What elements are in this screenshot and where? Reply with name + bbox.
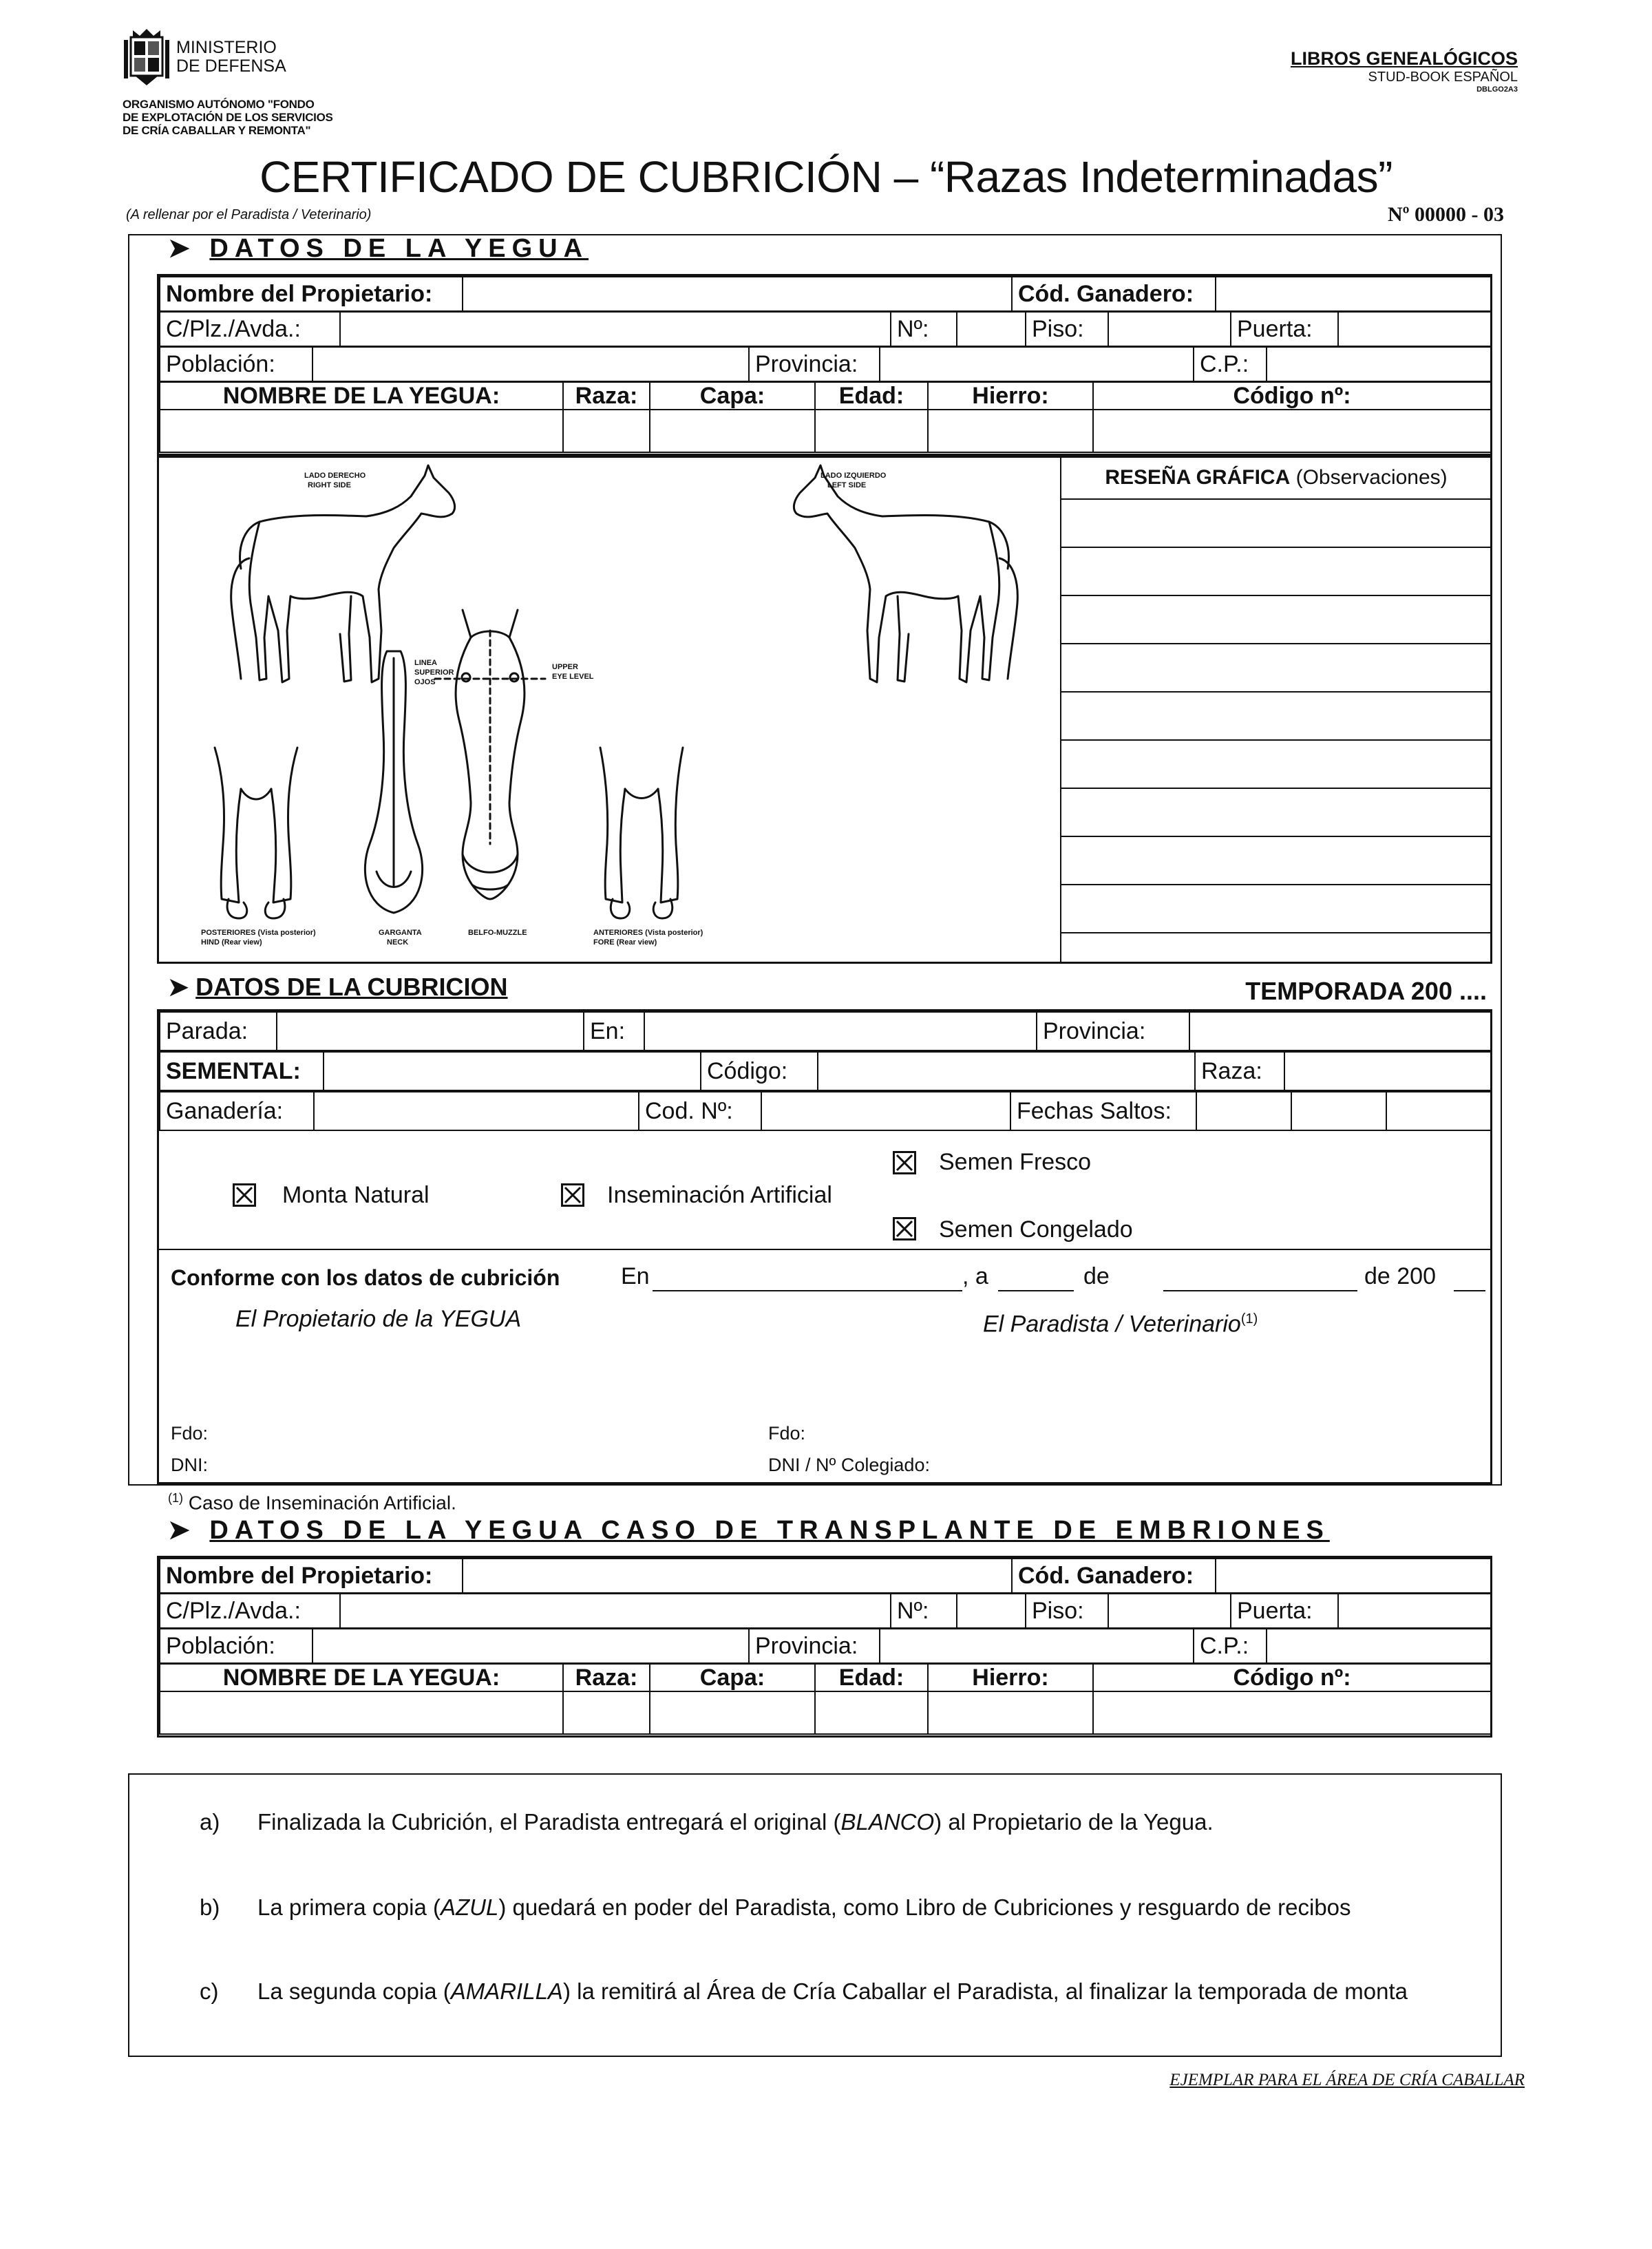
embryo-age-field[interactable] [815,1691,928,1734]
instruction-text: Finalizada la Cubrición, el Paradista entregará el original (BLANCO) al Propietario de la Yegua. [257,1809,1214,1835]
stallion-breed-label: Raza: [1195,1052,1284,1090]
embryo-door-label: Puerta: [1231,1594,1338,1628]
fresh-semen-label: Semen Fresco [939,1149,1092,1175]
owner-signature-title: El Propietario de la YEGUA [235,1306,522,1332]
breeder-code-field[interactable] [1216,277,1491,311]
embryo-town-label: Población: [160,1629,313,1663]
in-field[interactable] [644,1012,1037,1050]
vet-signature-title [983,1305,1258,1338]
mare-detail-table [159,381,1492,453]
year-prefix: de 200 [1364,1263,1436,1289]
org-line1: ORGANISMO AUTÓNOMO "FONDO [123,98,315,111]
hind-legs-icon [215,748,297,918]
frozen-semen-checkbox[interactable] [893,1217,916,1240]
zip-field[interactable] [1267,347,1491,381]
owner-signed-label: Fdo: [171,1423,209,1444]
fill-note: (A rellenar por el Paradista / Veterinario) [126,207,372,222]
place-line[interactable] [653,1290,962,1291]
document-number: Nº 00000 - 03 [1387,203,1504,226]
embryo-heading: ➤ DATOS DE LA YEGUA CASO DE TRANSPLANTE DE EMBRIONES [168,1516,1330,1545]
ministry-name [176,39,286,76]
natural-mating-label: Monta Natural [282,1182,430,1208]
code-label: Código nº: [1093,382,1491,410]
org-line2: DE EXPLOTACIÓN DE LOS SERVICIOS [123,111,333,124]
embryo-mare-name-label: NOMBRE DE LA YEGUA: [160,1664,563,1691]
studbook-block [1291,48,1518,94]
obs-line [1061,643,1491,644]
month-prefix: de [1083,1263,1110,1289]
embryo-province-label: Provincia: [749,1629,880,1663]
page-title: CERTIFICADO DE CUBRICIÓN – “Razas Indeterminadas” [260,152,1392,202]
instruction-mark: b) [200,1894,220,1920]
embryo-brand-field[interactable] [928,1691,1093,1734]
embryo-province-field[interactable] [880,1629,1194,1663]
muzzle-label: BELFO-MUZZLE [468,929,527,937]
fore-legs-icon [600,748,683,918]
floor-label: Piso: [1026,312,1108,346]
ministry-line1: MINISTERIO [176,38,277,57]
covering-row3 [159,1091,1492,1131]
checked-x-icon [895,1153,914,1172]
obs-line [1061,691,1491,693]
footnote-text: Caso de Inseminación Artificial. [188,1492,456,1514]
obs-line [1061,739,1491,741]
embryo-zip-field[interactable] [1267,1629,1491,1663]
vet-signature-text: El Paradista / Veterinario [983,1311,1241,1338]
horse-marking-diagram [160,458,1057,961]
instruction-mark: a) [200,1809,220,1835]
vet-signed-label: Fdo: [768,1423,806,1444]
stallion-code-label: Código: [701,1052,818,1090]
season-label: TEMPORADA 200 .... [1245,977,1487,1005]
owner-field[interactable] [463,277,1012,311]
stud-field[interactable] [277,1012,584,1050]
footnote-mark: (1) [168,1491,183,1505]
cod-no-field[interactable] [761,1092,1010,1130]
mare-address-table [159,311,1492,347]
footnote [168,1484,456,1517]
instruction-text: La segunda copia (AMARILLA) la remitirá al Área de Cría Caballar el Paradista, al finalizar la temporada de monta [257,1978,1408,2004]
embryo-breeder-code-field[interactable] [1216,1559,1491,1593]
embryo-brand-label: Hierro: [928,1664,1093,1691]
stallion-breed-field[interactable] [1284,1052,1491,1090]
age-label: Edad: [815,382,928,410]
checked-x-icon [895,1219,914,1238]
day-prefix: , a [962,1263,988,1289]
mare-name-field[interactable] [160,410,563,452]
embryo-code-field[interactable] [1093,1691,1491,1734]
month-line[interactable] [1163,1290,1357,1291]
jump-date-field[interactable] [1196,1092,1291,1130]
age-field[interactable] [815,410,928,452]
year-line[interactable] [1454,1290,1485,1291]
embryo-town-field[interactable] [313,1629,749,1663]
owner-id-label: DNI: [171,1455,208,1475]
cod-no-label: Cod. Nº: [639,1092,761,1130]
vet-id-label: DNI / Nº Colegiado: [768,1455,930,1475]
town-field[interactable] [313,347,749,381]
embryo-floor-field[interactable] [1108,1594,1231,1628]
jump-date-field[interactable] [1386,1092,1491,1130]
organism-name [123,98,333,137]
floor-field[interactable] [1108,312,1231,346]
mare-name-label: NOMBRE DE LA YEGUA: [160,382,563,410]
upper-eye-label: UPPER EYE LEVEL [552,663,594,681]
graphic-review-obs: (Observaciones) [1295,466,1448,489]
stud-label: Parada: [160,1012,277,1050]
embryo-owner-table [159,1558,1492,1594]
door-label: Puerta: [1231,312,1338,346]
street-field[interactable] [340,312,891,346]
day-line[interactable] [998,1290,1074,1291]
neck-label: GARGANTA NECK [379,929,422,947]
street-label: C/Plz./Avda.: [160,312,340,346]
obs-line [1061,788,1491,789]
ranch-label: Ganadería: [160,1092,314,1130]
artificial-insemination-label: Inseminación Artificial [607,1182,832,1208]
embryo-breeder-code-label: Cód. Ganadero: [1012,1559,1216,1593]
right-side-label: LADO DERECHO RIGHT SIDE [304,472,366,489]
embryo-code-label: Código nº: [1093,1664,1491,1691]
embryo-coat-field[interactable] [650,1691,815,1734]
obs-line [1061,932,1491,933]
embryo-breed-label: Raza: [563,1664,650,1691]
brand-label: Hierro: [928,382,1093,410]
covering-row2 [159,1051,1492,1091]
checked-x-icon [235,1185,254,1205]
brand-field[interactable] [928,410,1093,452]
embryo-street-field[interactable] [340,1594,891,1628]
obs-line [1061,498,1491,500]
diagram-divider [1060,456,1061,964]
eye-line-label: LINEA SUPERIOR OJOS [414,659,454,686]
coat-field[interactable] [650,410,815,452]
embryo-zip-label: C.P.: [1194,1629,1267,1663]
checked-x-icon [563,1185,582,1205]
frozen-semen-label: Semen Congelado [939,1216,1133,1243]
left-side-label: LADO IZQUIERDO LEFT SIDE [820,472,887,489]
coat-of-arms-icon [123,28,171,88]
instruction-text: La primera copia (AZUL) quedará en poder del Paradista, como Libro de Cubriciones y resguardo de recibos [257,1894,1351,1920]
door-field[interactable] [1338,312,1491,346]
embryo-coat-label: Capa: [650,1664,815,1691]
neck-icon [365,651,422,913]
embryo-town-table [159,1628,1492,1664]
org-line3: DE CRÍA CABALLAR Y REMONTA" [123,124,311,137]
jump-dates-label: Fechas Saltos: [1010,1092,1196,1130]
embryo-door-field[interactable] [1338,1594,1491,1628]
obs-line [1061,836,1491,837]
number-label: Nº: [891,312,957,346]
vet-footnote-mark: (1) [1240,1311,1258,1327]
instruction-mark: c) [200,1978,219,2004]
code-field[interactable] [1093,410,1491,452]
breeder-code-label: Cód. Ganadero: [1012,277,1216,311]
covering-province-label: Provincia: [1037,1012,1189,1050]
mare-owner-table [159,276,1492,312]
embryo-street-label: C/Plz./Avda.: [160,1594,340,1628]
embryo-owner-field[interactable] [463,1559,1012,1593]
embryo-number-field[interactable] [957,1594,1026,1628]
copy-destination: EJEMPLAR PARA EL ÁREA DE CRÍA CABALLAR [1169,2071,1525,2089]
covering-row1 [159,1011,1492,1051]
breed-field[interactable] [563,410,650,452]
graphic-review-title [1060,464,1492,492]
jump-date-field[interactable] [1291,1092,1386,1130]
horse-left-side-icon [794,465,1017,682]
horse-right-side-icon [231,465,455,682]
province-field[interactable] [880,347,1194,381]
mare-town-table [159,346,1492,382]
place-prefix: En [621,1263,650,1289]
fresh-semen-checkbox[interactable] [893,1151,916,1174]
breed-label: Raza: [563,382,650,410]
embryo-detail-table [159,1663,1492,1735]
artificial-insemination-checkbox[interactable] [561,1183,584,1207]
natural-mating-checkbox[interactable] [233,1183,256,1207]
embryo-breed-field[interactable] [563,1691,650,1734]
zip-label: C.P.: [1194,347,1267,381]
obs-line [1061,595,1491,596]
form-code: DBLGO2A3 [1476,85,1518,94]
fore-label: ANTERIORES (Vista posterior) FORE (Rear view) [593,929,703,947]
town-label: Población: [160,347,313,381]
obs-line [1061,884,1491,885]
hind-label: POSTERIORES (Vista posterior) HIND (Rear view) [201,929,316,947]
coat-label: Capa: [650,382,815,410]
stallion-code-field[interactable] [818,1052,1195,1090]
embryo-owner-label: Nombre del Propietario: [160,1559,463,1593]
ministry-line2: DE DEFENSA [176,56,286,76]
embryo-address-table [159,1593,1492,1629]
covering-divider [159,1249,1490,1250]
stallion-field[interactable] [324,1052,701,1090]
books-subtitle: STUD-BOOK ESPAÑOL [1368,70,1518,85]
head-front-icon [435,610,545,899]
obs-line [1061,547,1491,548]
graphic-review-label: RESEÑA GRÁFICA [1105,466,1291,489]
in-label: En: [584,1012,644,1050]
number-field[interactable] [957,312,1026,346]
embryo-floor-label: Piso: [1026,1594,1108,1628]
embryo-age-label: Edad: [815,1664,928,1691]
mare-heading: ➤ DATOS DE LA YEGUA [168,234,589,263]
stallion-label: SEMENTAL: [160,1052,324,1090]
covering-heading: ➤ DATOS DE LA CUBRICION [168,973,508,1001]
embryo-mare-name-field[interactable] [160,1691,563,1734]
owner-label: Nombre del Propietario: [160,277,463,311]
covering-province-field[interactable] [1189,1012,1491,1050]
embryo-number-label: Nº: [891,1594,957,1628]
books-title: LIBROS GENEALÓGICOS [1290,48,1518,69]
province-label: Provincia: [749,347,880,381]
ranch-field[interactable] [314,1092,639,1130]
agreement-label: Conforme con los datos de cubrición [171,1265,560,1290]
